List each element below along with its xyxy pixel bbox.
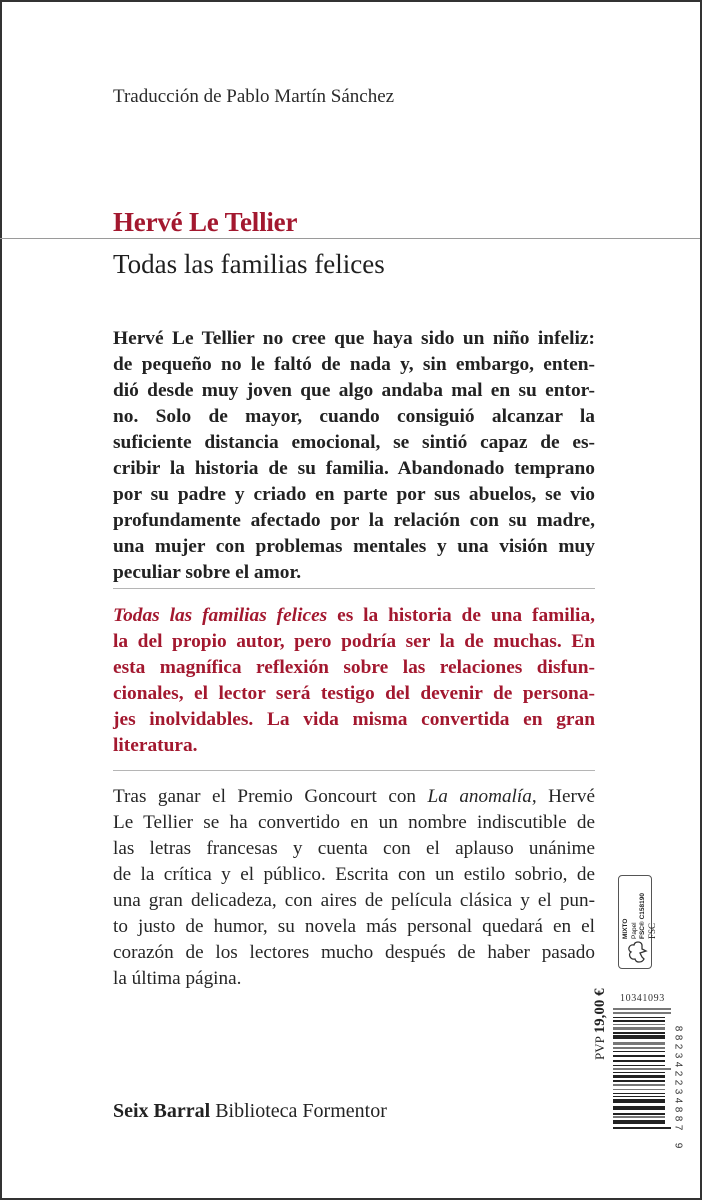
barcode-bar — [613, 1035, 665, 1039]
barcode-bar — [613, 1051, 665, 1053]
barcode-bar — [613, 1017, 665, 1019]
barcode-digit: 2 — [672, 1043, 684, 1050]
price-label: PVP — [592, 1036, 607, 1060]
title-divider — [0, 238, 700, 239]
barcode-bar — [613, 1116, 665, 1118]
barcode-bar — [613, 1060, 665, 1063]
fsc-tree-icon — [622, 939, 648, 965]
previous-book-title: La anomalía — [427, 786, 532, 807]
synopsis-line: cribir la historia de su familia. Abandonado temprano — [113, 458, 595, 479]
bio-line: corazón de los lectores mucho después de haber pasado — [113, 942, 595, 963]
barcode-digit: 8 — [672, 1034, 684, 1041]
synopsis-line: peculiar sobre el amor. — [113, 562, 302, 583]
barcode-bar — [613, 1068, 671, 1070]
barcode-bar — [613, 1127, 671, 1129]
barcode-bar — [613, 1084, 665, 1087]
highlight-line: la del propio autor, pero podría ser la de muchas. En — [113, 631, 595, 652]
synopsis-line: no. Solo de mayor, cuando consiguió alcanzar la — [113, 406, 595, 427]
bio-line: to justo de humor, su novela más personal quedará en el — [113, 916, 595, 937]
barcode-bar — [613, 1032, 665, 1034]
price-tag — [592, 988, 609, 1060]
highlight-line: jes inolvidables. La vida misma convertida en gran — [113, 709, 595, 730]
internal-code: 10341093 — [620, 993, 665, 1004]
synopsis-line: dió desde muy joven que algo andaba mal en su entor- — [113, 380, 595, 401]
highlight-book-title: Todas las familias felices — [113, 605, 328, 626]
barcode-bar — [613, 1024, 665, 1026]
barcode-digit: 8 — [672, 1115, 684, 1122]
highlight-line — [113, 603, 595, 629]
barcode-bar — [613, 1042, 665, 1045]
publisher-imprint — [113, 1100, 387, 1123]
barcode-bar — [613, 1099, 665, 1103]
barcode-bar — [613, 1089, 665, 1091]
fsc-license: FSC® C158190 — [639, 893, 646, 939]
author-bio-paragraph — [113, 784, 595, 992]
synopsis-line: profundamente afectado por la relación con su madre, — [113, 510, 595, 531]
fsc-label — [618, 875, 657, 969]
bio-line: de la crítica y el público. Escrita con un estilo sobrio, de — [113, 864, 595, 885]
synopsis-paragraph — [113, 326, 595, 586]
synopsis-line: Hervé Le Tellier no cree que haya sido un niño infeliz: — [113, 328, 595, 349]
barcode-digit: 2 — [672, 1079, 684, 1086]
bio-line: Le Tellier se ha convertido en un nombre indiscutible de — [113, 812, 595, 833]
barcode-bar — [613, 1096, 665, 1098]
barcode-digit: 4 — [672, 1097, 684, 1104]
barcode-digit: 2 — [672, 1070, 684, 1077]
section-divider — [113, 770, 595, 771]
barcode-digit: 7 — [672, 1124, 684, 1131]
barcode-bar — [613, 1047, 665, 1049]
author-name: Hervé Le Tellier — [113, 207, 298, 237]
fsc-text — [622, 881, 656, 939]
barcode-bar — [613, 1093, 665, 1095]
fsc-material: Papel — [630, 922, 638, 939]
collection-name: Biblioteca Formentor — [215, 1100, 387, 1122]
section-divider — [113, 588, 595, 589]
bio-line: la última página. — [113, 968, 242, 989]
barcode-bar — [613, 1012, 671, 1015]
barcode-bar — [613, 1106, 665, 1110]
barcode-bar — [613, 1020, 665, 1022]
barcode-digit: 4 — [672, 1061, 684, 1068]
publisher-name: Seix Barral — [113, 1100, 211, 1122]
barcode-digit: 3 — [672, 1052, 684, 1059]
barcode-bar — [613, 1080, 665, 1082]
bio-text: , Hervé — [531, 786, 595, 807]
synopsis-line: suficiente distancia emocional, se sintió capaz de es- — [113, 432, 595, 453]
bio-text: Tras ganar el Premio Goncourt con — [113, 786, 428, 807]
barcode-bar — [613, 1072, 665, 1074]
barcode-bar — [613, 1113, 665, 1115]
bio-line: las letras francesas y cuenta con el aplauso unánime — [113, 838, 595, 859]
highlight-line: esta magnífica reflexión sobre las relaciones disfun- — [113, 657, 595, 678]
barcode-bar — [613, 1075, 665, 1078]
isbn-barcode — [613, 1008, 688, 1149]
barcode-digit: 8 — [672, 1106, 684, 1113]
translator-credit: Traducción de Pablo Martín Sánchez — [113, 86, 395, 107]
price-value: 19,00 € — [592, 988, 608, 1034]
barcode-digits — [672, 1012, 687, 1149]
barcode-digit: 3 — [672, 1088, 684, 1095]
barcode-bar — [613, 1027, 665, 1030]
barcode-bars — [613, 1008, 671, 1130]
barcode-bar — [613, 1120, 665, 1124]
highlight-paragraph — [113, 603, 595, 759]
fsc-type: MIXTO — [622, 918, 629, 939]
synopsis-line: de pequeño no le faltó de nada y, sin embargo, enten- — [113, 354, 595, 375]
synopsis-line: una mujer con problemas mentales y una visión muy — [113, 536, 595, 557]
bio-line: una gran delicadeza, con aires de película clásica y el pun- — [113, 890, 595, 911]
bio-line — [113, 784, 595, 810]
barcode-bar — [613, 1065, 665, 1067]
barcode-digit: 9 — [672, 1142, 684, 1149]
barcode-bar — [613, 1008, 671, 1010]
highlight-line: cionales, el lector será testigo del devenir de persona- — [113, 683, 595, 704]
fsc-logo-text: FSC — [646, 922, 657, 939]
barcode-digit: 8 — [672, 1025, 684, 1032]
barcode-bar — [613, 1055, 665, 1058]
synopsis-line: por su padre y criado en parte por sus abuelos, se vio — [113, 484, 595, 505]
highlight-line: literatura. — [113, 735, 198, 756]
book-title: Todas las familias felices — [113, 249, 385, 279]
highlight-line-text: es la historia de una familia, — [327, 605, 595, 626]
